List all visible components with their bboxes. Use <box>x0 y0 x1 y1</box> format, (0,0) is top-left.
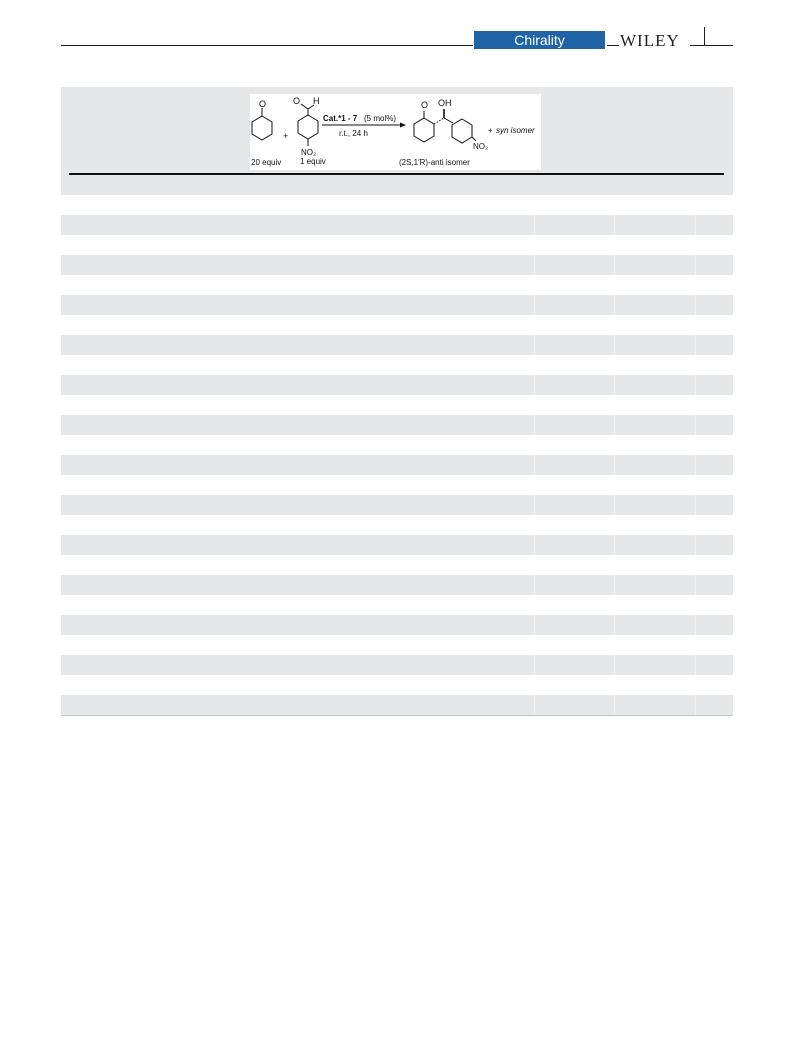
table-row <box>61 695 733 715</box>
column-separator <box>695 695 696 715</box>
aldehyde-h-label: H <box>313 96 320 106</box>
column-separator <box>614 295 615 315</box>
column-separator <box>534 335 535 355</box>
column-separator <box>534 695 535 715</box>
product-o-label: O <box>421 100 429 110</box>
column-separator <box>534 495 535 515</box>
ketone-o-label: O <box>259 99 267 109</box>
column-separator <box>614 415 615 435</box>
table-row <box>61 575 733 595</box>
header-rule <box>61 45 473 46</box>
table-row <box>61 535 733 555</box>
table-row <box>61 335 733 355</box>
table-row <box>61 375 733 395</box>
column-separator <box>534 255 535 275</box>
aldehyde-co-bond <box>301 104 308 109</box>
publisher-logo: WILEY <box>620 31 680 50</box>
table-row <box>61 195 733 215</box>
table-row <box>61 395 733 415</box>
column-separator <box>614 335 615 355</box>
ketone-equiv-label: 20 equiv <box>251 158 282 167</box>
table-row <box>61 295 733 315</box>
column-separator <box>614 655 615 675</box>
column-separator <box>534 295 535 315</box>
product-nitro-bond <box>472 137 476 141</box>
table-header-band <box>61 87 733 195</box>
table-row <box>61 415 733 435</box>
syn-isomer-label: syn isomer <box>496 126 535 135</box>
column-separator <box>614 375 615 395</box>
nitro-label: NO₂ <box>301 148 317 157</box>
product-aryl-bond <box>444 118 453 123</box>
column-separator <box>534 575 535 595</box>
column-separator <box>614 535 615 555</box>
catalyst-loading-label: (5 mol%) <box>364 114 397 123</box>
page-tick <box>704 27 705 45</box>
table <box>61 87 733 716</box>
product-stereo-bond <box>434 118 444 124</box>
table-row <box>61 315 733 335</box>
aldehyde-equiv-label: 1 equiv <box>300 157 326 166</box>
plus-sign: + <box>283 131 289 141</box>
catalyst-label: Cat.*1 - 7 <box>323 114 358 123</box>
product-aryl-ring <box>452 119 472 143</box>
column-separator <box>534 615 535 635</box>
column-separator <box>695 455 696 475</box>
table-row <box>61 215 733 235</box>
column-separator <box>695 655 696 675</box>
table-row <box>61 635 733 655</box>
cyclohexanone-ring <box>252 116 272 140</box>
logo-rule-right <box>690 45 733 46</box>
table-row <box>61 255 733 275</box>
column-separator <box>614 255 615 275</box>
product-cyclohexanone-ring <box>414 118 434 142</box>
product-nitro-label: NO₂ <box>473 142 489 151</box>
column-separator <box>695 415 696 435</box>
column-separator <box>614 455 615 475</box>
table-row <box>61 475 733 495</box>
logo-rule-left <box>607 45 619 46</box>
table-row <box>61 235 733 255</box>
reaction-arrowhead <box>400 123 406 128</box>
column-separator <box>695 295 696 315</box>
plus-sign-2: + <box>488 126 493 135</box>
column-separator <box>614 695 615 715</box>
conditions-label: r.t., 24 h <box>339 129 368 138</box>
column-separator <box>534 655 535 675</box>
column-separator <box>534 535 535 555</box>
column-separator <box>695 215 696 235</box>
column-separator <box>614 575 615 595</box>
table-row <box>61 355 733 375</box>
column-separator <box>534 215 535 235</box>
table-body <box>61 195 733 715</box>
table-row <box>61 675 733 695</box>
column-separator <box>534 415 535 435</box>
column-separator <box>695 255 696 275</box>
column-separator <box>695 495 696 515</box>
column-separator <box>614 615 615 635</box>
column-separator <box>695 375 696 395</box>
table-row <box>61 595 733 615</box>
aldehyde-o-label: O <box>293 96 301 106</box>
column-separator <box>534 455 535 475</box>
table-top-rule <box>69 173 724 175</box>
table-row <box>61 615 733 635</box>
table-row <box>61 435 733 455</box>
table-row <box>61 555 733 575</box>
column-separator <box>614 215 615 235</box>
column-separator <box>695 335 696 355</box>
anti-isomer-label: (2S,1′R)-anti isomer <box>399 158 470 167</box>
column-separator <box>695 615 696 635</box>
column-separator <box>614 495 615 515</box>
table-row <box>61 515 733 535</box>
column-separator <box>695 575 696 595</box>
reaction-scheme <box>250 94 541 170</box>
table-row <box>61 655 733 675</box>
aldehyde-ring <box>298 115 318 139</box>
table-row <box>61 455 733 475</box>
table-row <box>61 495 733 515</box>
table-row <box>61 275 733 295</box>
reaction-scheme-drawing <box>250 94 541 170</box>
column-separator <box>695 535 696 555</box>
product-oh-label: OH <box>438 98 452 108</box>
table-bottom-rule <box>61 715 733 716</box>
journal-name-tab: Chirality <box>474 31 605 49</box>
column-separator <box>534 375 535 395</box>
